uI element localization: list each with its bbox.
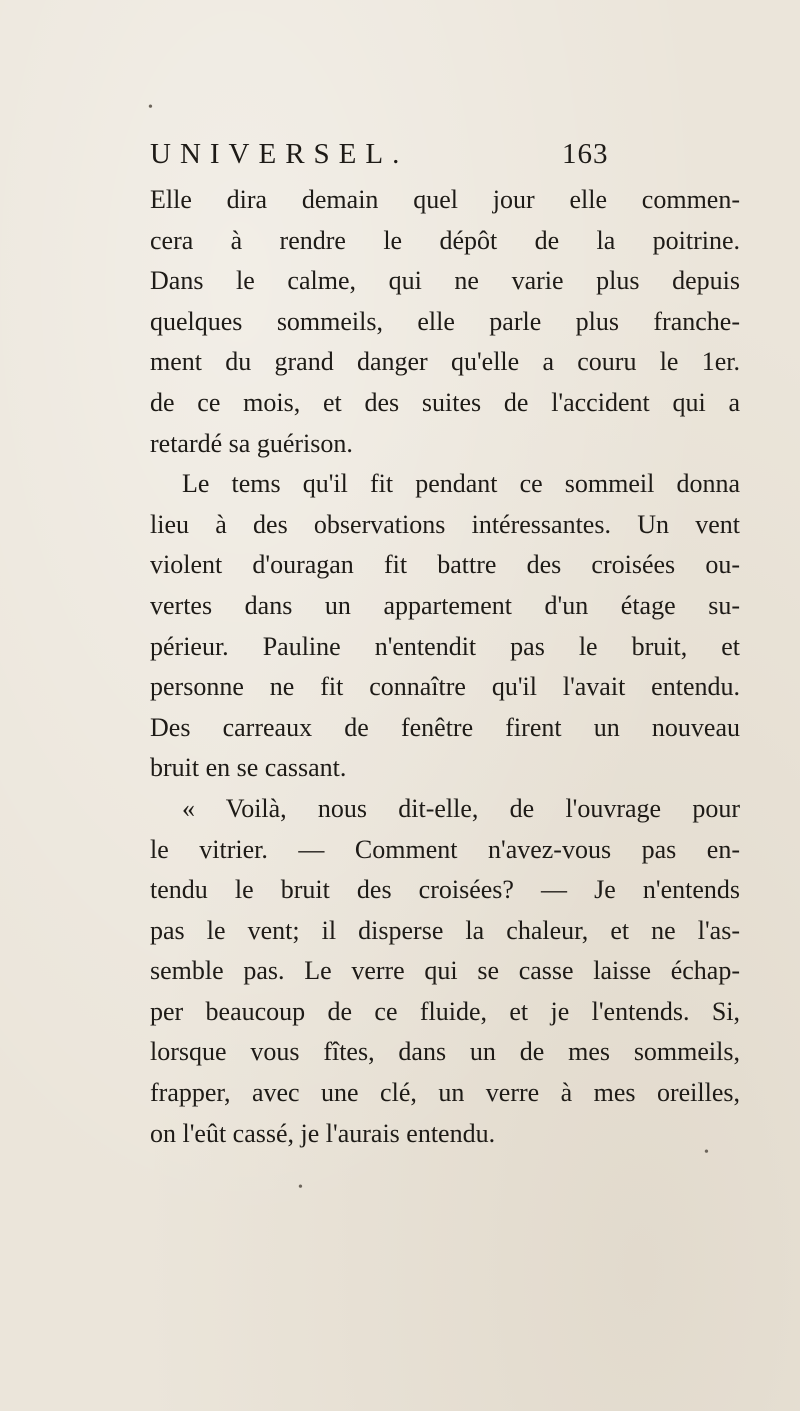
text-line: le vitrier. — Comment n'avez-vous pas en- [150,834,740,864]
page-header [150,138,740,178]
text-line: personne ne fit connaître qu'il l'avait entendu. [150,672,740,702]
paper-speck: • [704,1145,709,1160]
text-line: per beaucoup de ce fluide, et je l'entends. Si, [150,996,740,1026]
paper-speck: • [148,100,153,115]
text-line: quelques sommeils, elle parle plus franche- [150,306,740,336]
text-line: retardé sa guérison. [150,428,353,458]
text-line: tendu le bruit des croisées? — Je n'entends [150,875,740,905]
body-text [150,180,740,1154]
text-line: violent d'ouragan fit battre des croisées ou- [150,550,740,580]
text-line: cera à rendre le dépôt de la poitrine. [150,225,740,255]
text-line: périeur. Pauline n'entendit pas le bruit, et [150,631,740,661]
text-line: vertes dans un appartement d'un étage su- [150,590,740,620]
running-title: UNIVERSEL. [150,138,409,170]
paper-speck: • [298,1180,303,1195]
text-line: bruit en se cassant. [150,753,347,783]
text-line: Elle dira demain quel jour elle commen- [150,185,740,214]
page-number: 163 [562,138,609,170]
text-line: on l'eût cassé, je l'aurais entendu. [150,1118,496,1148]
text-line: semble pas. Le verre qui se casse laisse échap- [150,956,740,986]
text-line: ment du grand danger qu'elle a couru le 1er. [150,347,740,377]
text-line: lorsque vous fîtes, dans un de mes sommeils, [150,1037,740,1067]
text-line: « Voilà, nous dit-elle, de l'ouvrage pour [182,793,740,823]
text-line: frapper, avec une clé, un verre à mes oreilles, [150,1078,740,1108]
text-line: de ce mois, et des suites de l'accident qui a [150,387,740,417]
text-line: Le tems qu'il fit pendant ce sommeil donna [182,469,740,499]
text-line: Des carreaux de fenêtre firent un nouveau [150,712,740,742]
text-line: Dans le calme, qui ne varie plus depuis [150,266,740,296]
text-line: pas le vent; il disperse la chaleur, et ne l'as- [150,915,740,945]
text-line: lieu à des observations intéressantes. Un vent [150,509,740,539]
